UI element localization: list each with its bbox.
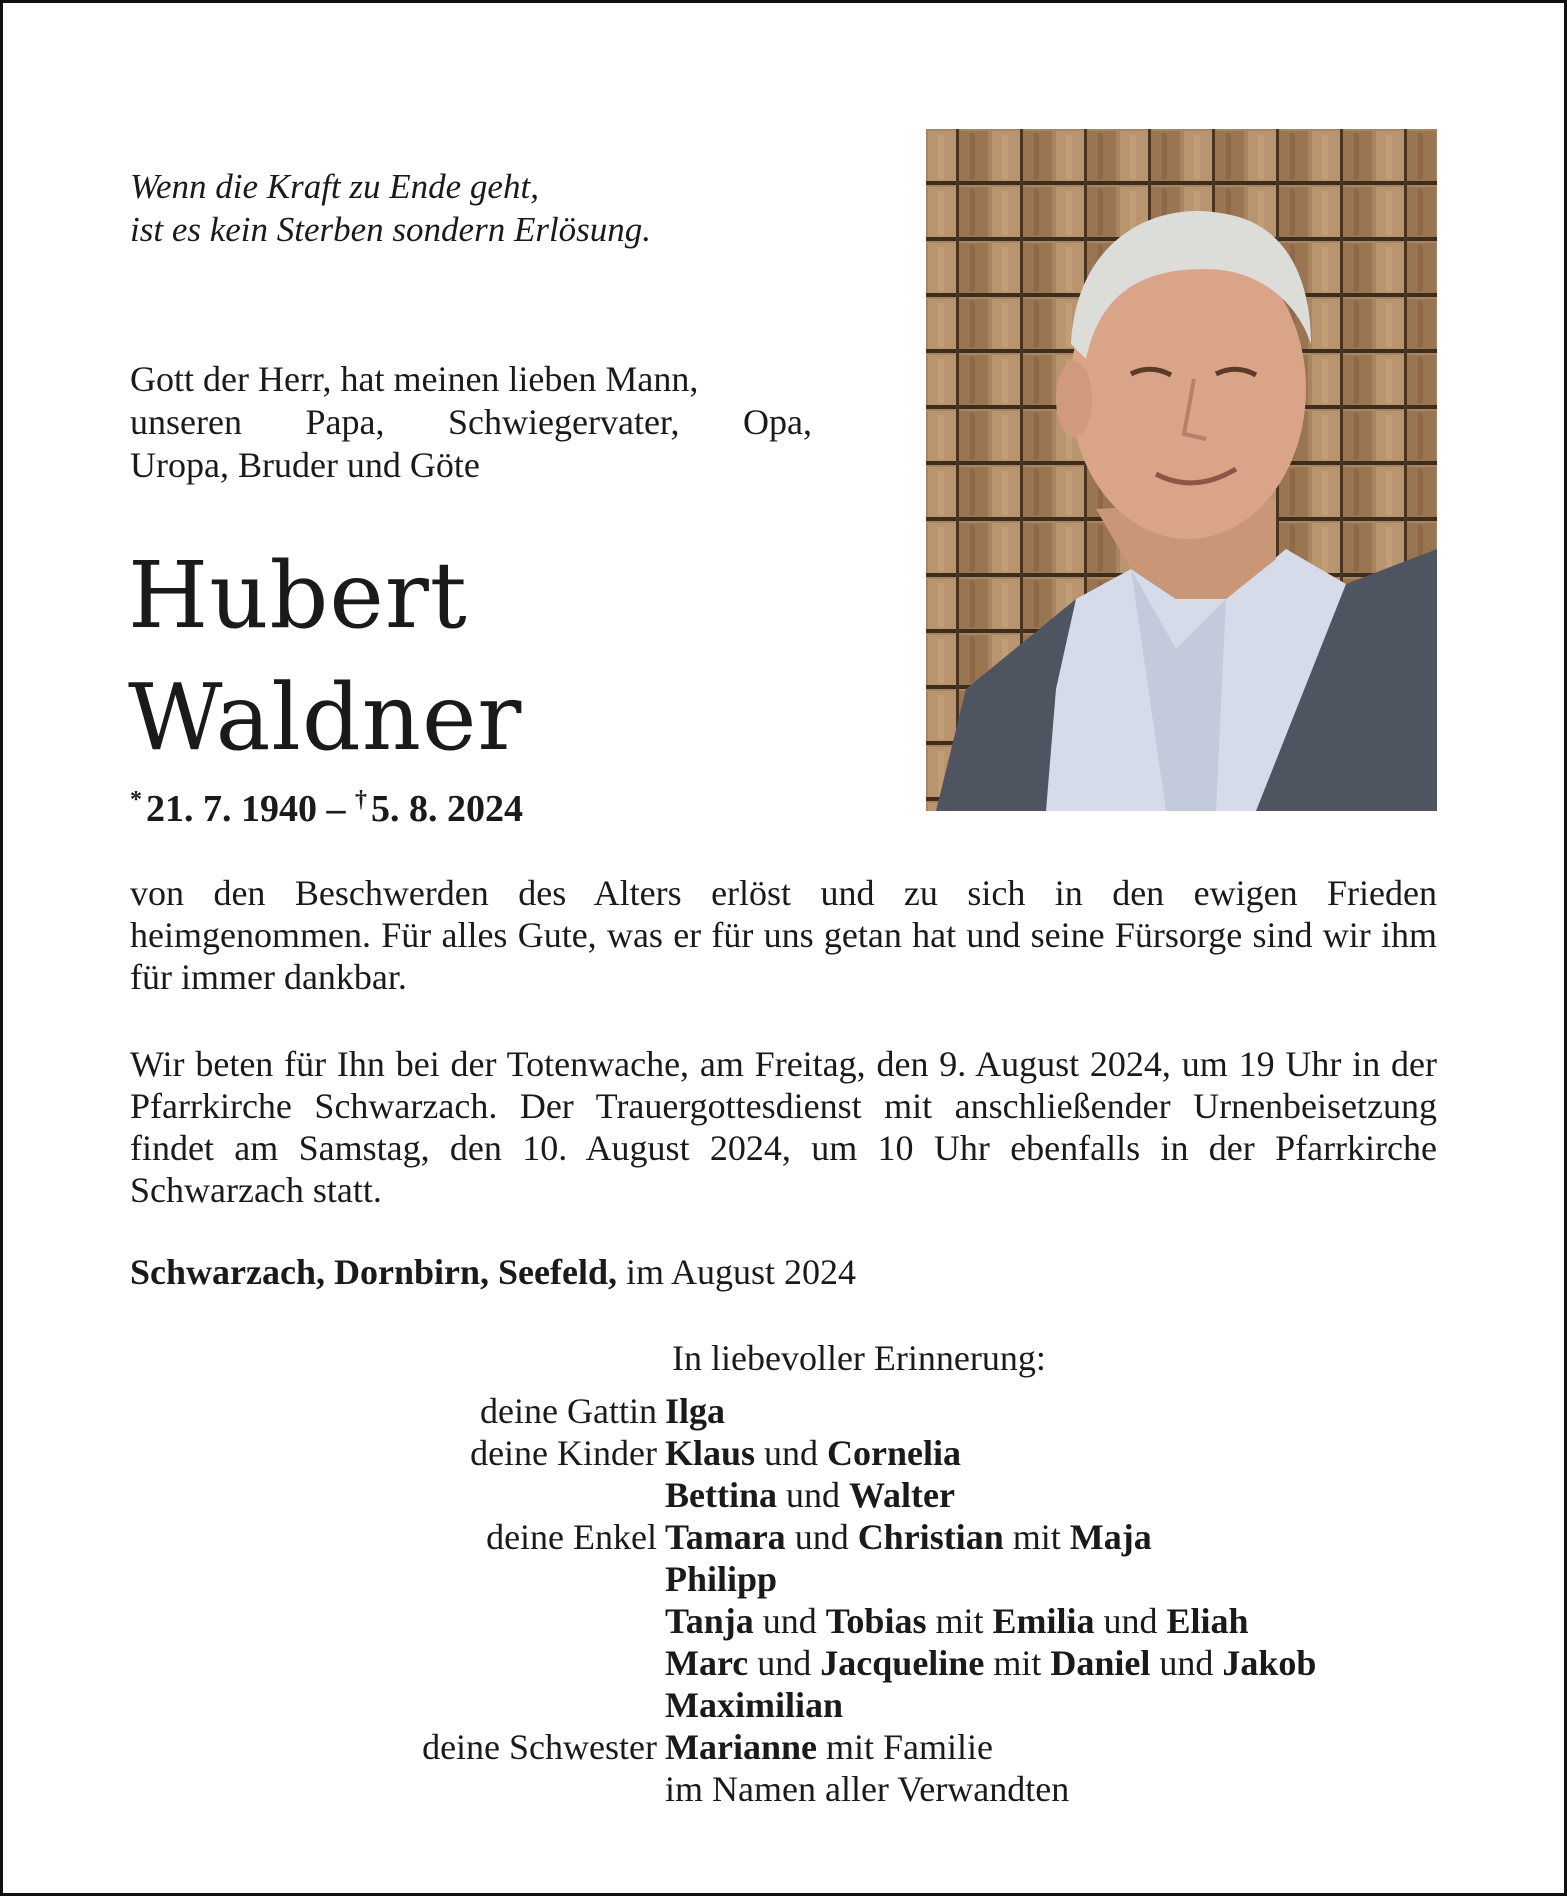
family-names xyxy=(665,1390,725,1432)
family-relation xyxy=(300,1558,665,1600)
birth-date: 21. 7. 1940 xyxy=(146,788,317,830)
family-connector: mit xyxy=(984,1643,1051,1683)
intro-line: Gott der Herr, hat meinen lieben Mann, xyxy=(130,359,699,399)
family-names xyxy=(665,1558,777,1600)
family-member-name: Maja xyxy=(1069,1517,1152,1557)
family-relation xyxy=(300,1474,665,1516)
family-connector: mit xyxy=(1003,1517,1070,1557)
family-relation: deine Kinder xyxy=(470,1433,657,1473)
family-relation: deine Enkel xyxy=(486,1517,657,1557)
family-member-name: Maximilian xyxy=(665,1685,843,1725)
family-list xyxy=(300,1390,1440,1810)
family-member-name: Walter xyxy=(849,1475,955,1515)
family-row xyxy=(300,1474,1440,1516)
family-connector: und xyxy=(1150,1643,1223,1683)
death-symbol: † xyxy=(355,787,367,813)
family-row xyxy=(300,1642,1440,1684)
funeral-details: Wir beten für Ihn bei der Totenwache, am Freitag, den 9. August 2024, um 19 Uhr in der Pfarrkirche Schwarzach. Der Trauergottesdienst mit anschließender Urnenbeisetzung findet am Samstag, den 10. August 2024, um 10 Uhr ebenfalls in der Pfarrkirche Schwarzach statt. xyxy=(130,1044,1437,1210)
family-names xyxy=(665,1474,955,1516)
last-name: Waldner xyxy=(128,664,523,771)
family-row xyxy=(300,1726,1440,1768)
family-member-name: Daniel xyxy=(1050,1643,1151,1683)
family-row xyxy=(300,1558,1440,1600)
intro-word: Papa, xyxy=(305,402,385,442)
family-member-name: Tanja xyxy=(665,1601,754,1641)
family-relation xyxy=(300,1684,665,1726)
intro-word: unseren xyxy=(130,402,242,442)
intro-text xyxy=(130,358,812,487)
family-names xyxy=(665,1684,843,1726)
family-member-name: Eliah xyxy=(1166,1601,1249,1641)
motto-line: Wenn die Kraft zu Ende geht, xyxy=(130,167,539,206)
family-connector: und xyxy=(1094,1601,1167,1641)
month-year: im August 2024 xyxy=(616,1252,856,1292)
family-row xyxy=(300,1600,1440,1642)
birth-symbol: * xyxy=(130,787,142,813)
family-relation: deine Schwester xyxy=(422,1727,657,1767)
intro-line: Uropa, Bruder und Göte xyxy=(130,445,480,485)
life-dates xyxy=(130,777,523,832)
family-member-name: Cornelia xyxy=(827,1433,962,1473)
family-connector: und xyxy=(755,1433,828,1473)
motto-quote xyxy=(130,165,830,251)
family-member-name: Tobias xyxy=(825,1601,927,1641)
family-connector: und xyxy=(753,1601,826,1641)
family-names xyxy=(665,1516,1152,1558)
portrait-photo-icon xyxy=(926,129,1437,811)
family-member-name: Philipp xyxy=(665,1559,778,1599)
family-connector: im Namen aller Verwandten xyxy=(665,1769,1070,1809)
family-names xyxy=(665,1600,1249,1642)
family-connector: und xyxy=(748,1643,821,1683)
family-relation xyxy=(300,1600,665,1642)
family-names xyxy=(665,1726,993,1768)
family-member-name: Ilga xyxy=(665,1391,726,1431)
family-relation xyxy=(300,1768,665,1810)
family-member-name: Jacqueline xyxy=(820,1643,985,1683)
family-member-name: Bettina xyxy=(665,1475,777,1515)
towns: Schwarzach, Dornbirn, Seefeld, xyxy=(130,1252,617,1292)
memory-heading: In liebevoller Erinnerung: xyxy=(672,1338,1046,1378)
family-member-name: Tamara xyxy=(665,1517,786,1557)
family-member-name: Klaus xyxy=(665,1433,756,1473)
first-name: Hubert xyxy=(128,542,468,649)
intro-word: Schwiegervater, xyxy=(448,402,680,442)
death-date: 5. 8. 2024 xyxy=(371,788,523,830)
family-member-name: Emilia xyxy=(992,1601,1095,1641)
family-connector: mit Familie xyxy=(816,1727,993,1767)
intro-line-justified xyxy=(130,401,812,444)
family-connector: mit xyxy=(926,1601,993,1641)
family-relation xyxy=(300,1642,665,1684)
family-names xyxy=(665,1768,1069,1810)
family-names xyxy=(665,1432,961,1474)
family-member-name: Jakob xyxy=(1222,1643,1317,1683)
motto-line: ist es kein Sterben sondern Erlösung. xyxy=(130,210,652,249)
family-names xyxy=(665,1642,1316,1684)
family-relation: deine Gattin xyxy=(480,1391,657,1431)
portrait-photo xyxy=(926,129,1437,811)
family-row xyxy=(300,1432,1440,1474)
deceased-name xyxy=(128,535,522,779)
family-row xyxy=(300,1684,1440,1726)
family-row xyxy=(300,1516,1440,1558)
family-connector: und xyxy=(785,1517,858,1557)
place-and-date xyxy=(130,1251,856,1293)
family-connector: und xyxy=(777,1475,849,1515)
paragraph-text: von den Beschwerden des Alters erlöst und zu sich in den ewigen Frieden heimgenommen. Für alles Gute, was er für uns getan hat und seine Fürsorge sind wir ihm für immer dankbar. xyxy=(130,873,1437,997)
family-member-name: Marianne xyxy=(665,1727,817,1767)
family-row xyxy=(300,1768,1440,1810)
family-member-name: Christian xyxy=(857,1517,1004,1557)
family-member-name: Marc xyxy=(665,1643,749,1683)
date-separator: – xyxy=(326,788,346,830)
intro-word: Opa, xyxy=(743,402,812,442)
family-row xyxy=(300,1390,1440,1432)
